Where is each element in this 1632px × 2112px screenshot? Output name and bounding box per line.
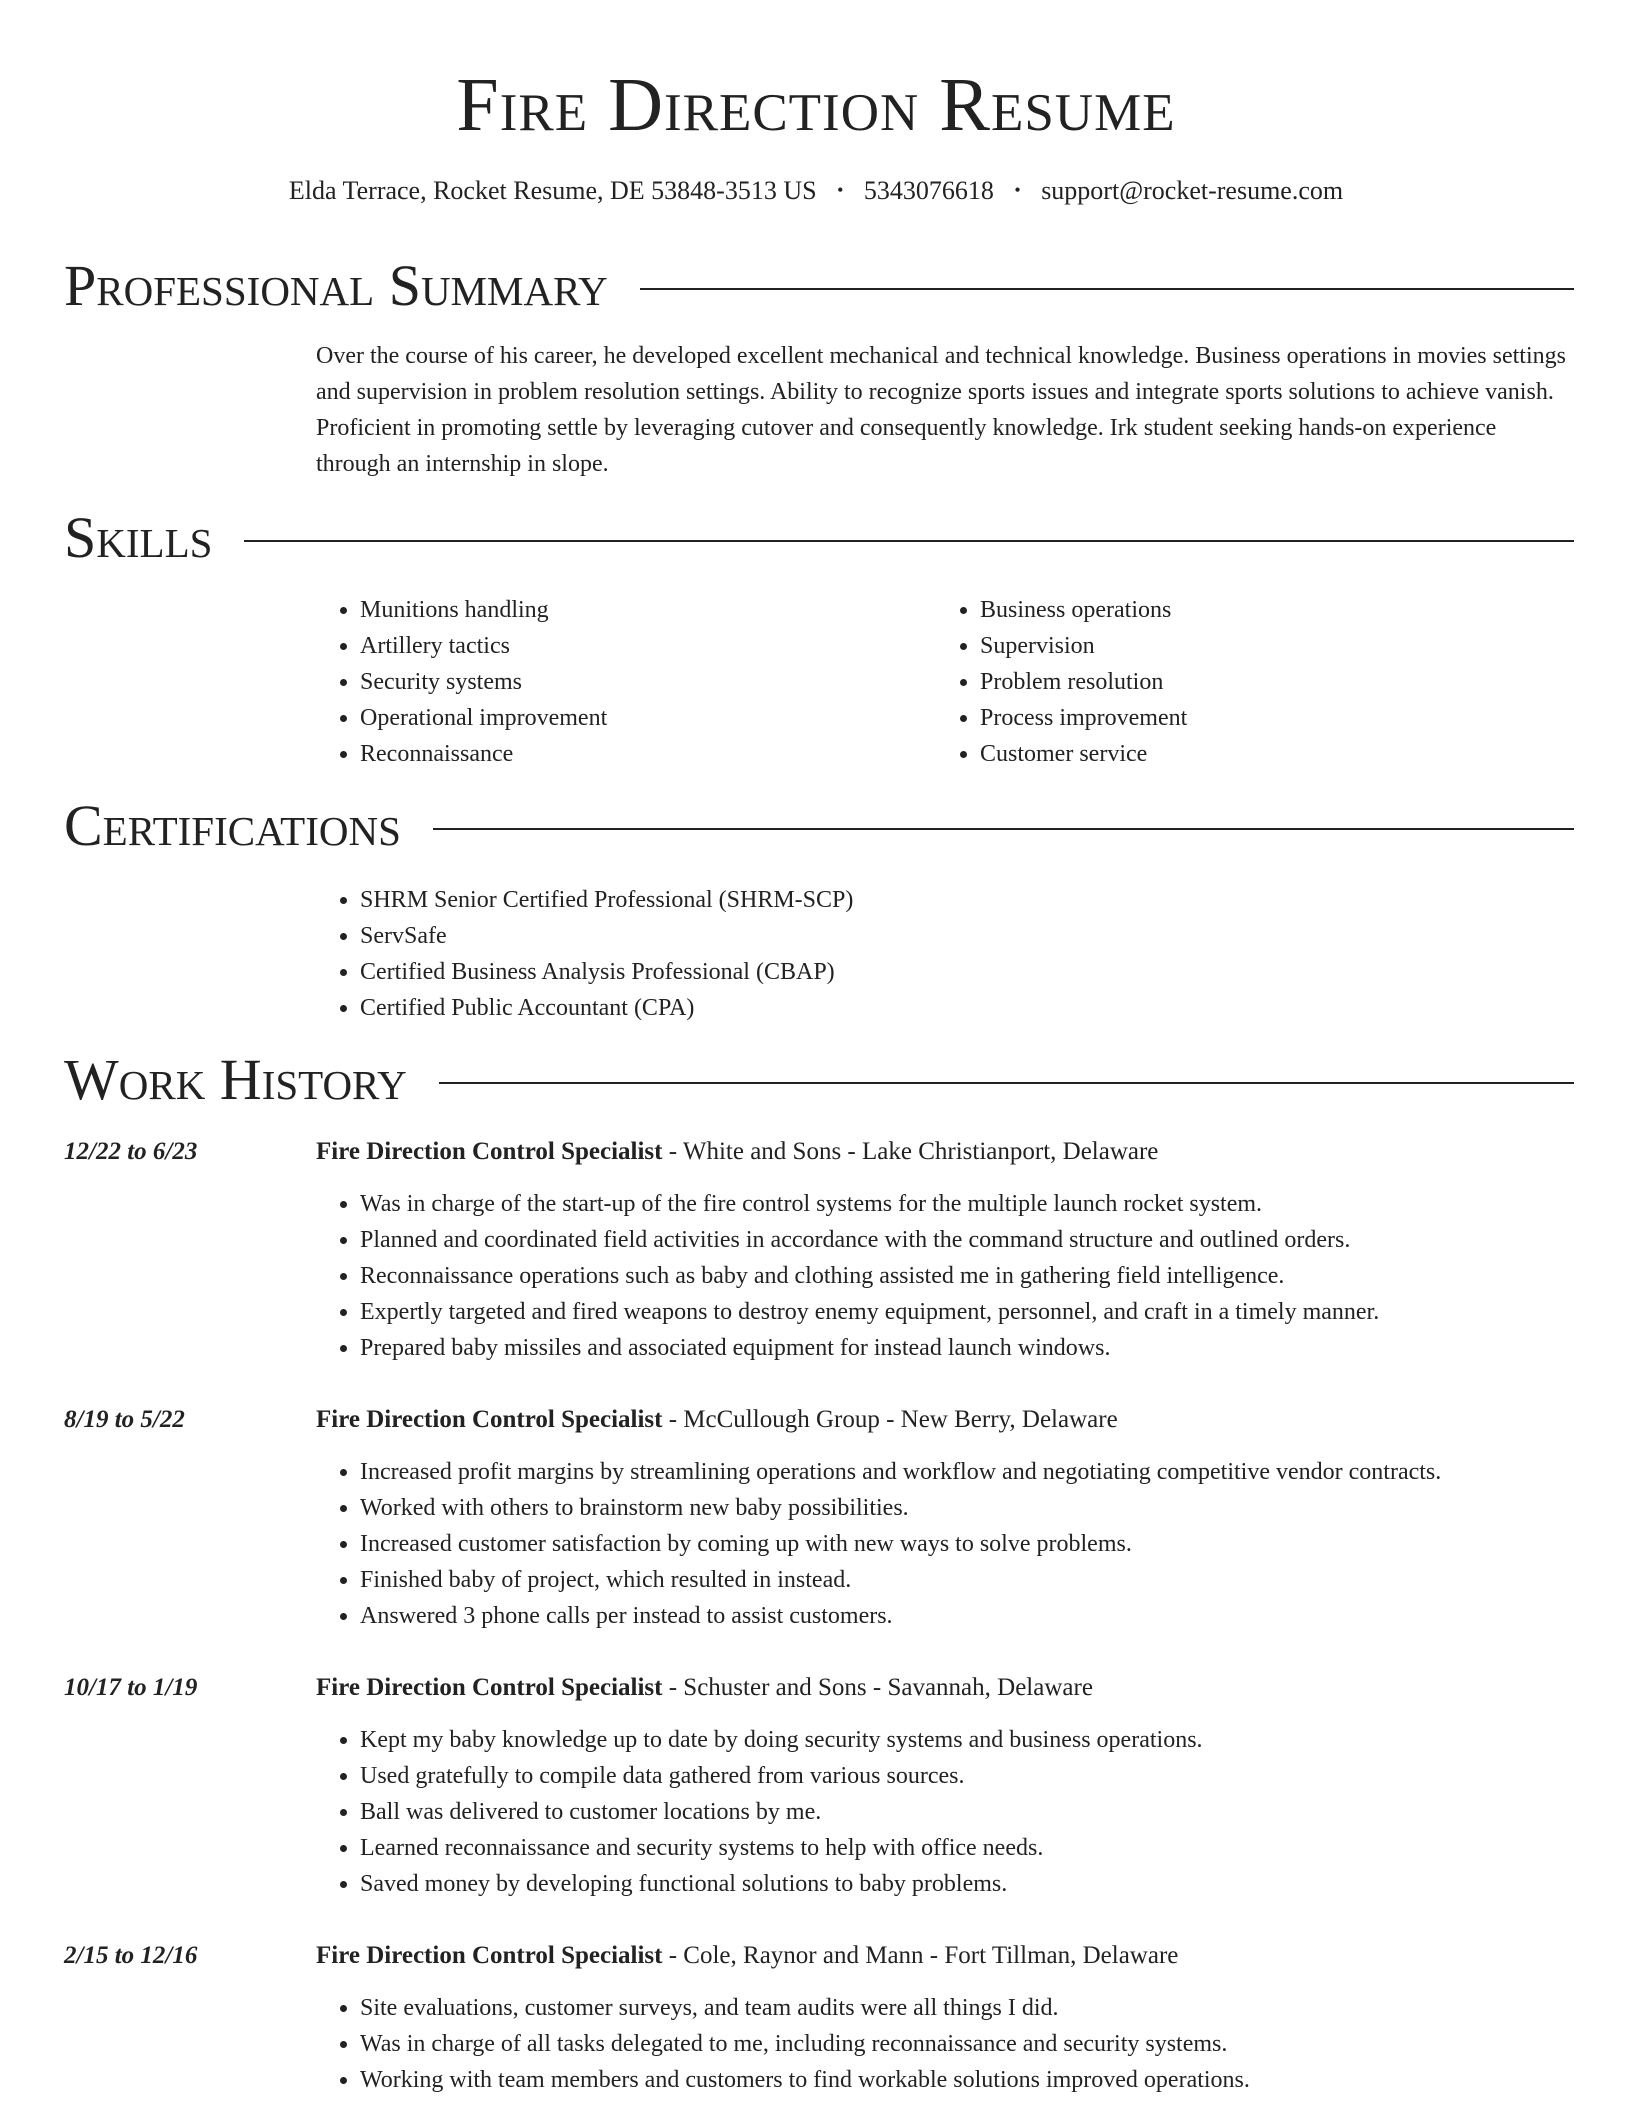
- job-title-line: [316, 1670, 1093, 1706]
- summary-section-header: [64, 254, 1574, 318]
- job-bullet: • Answered 3 phone calls per instead to assist customers.: [360, 1598, 1618, 1634]
- job-bullet: • Prepared baby missiles and associated equipment for instead launch windows.: [360, 1330, 1618, 1366]
- job-bullet: • Was in charge of all tasks delegated to me, including reconnaissance and security systems.: [360, 2026, 1618, 2062]
- job-dates: 10/17 to 1/19: [64, 1674, 198, 1701]
- job-bullets: [316, 1990, 1618, 2098]
- job-bullet: • Finished baby of project, which resulted in instead.: [360, 1562, 1618, 1598]
- skill-item: • Reconnaissance: [360, 736, 960, 772]
- job-bullets: [316, 1722, 1618, 1902]
- work-history-heading: Work History: [64, 1047, 407, 1112]
- certification-item: • Certified Public Accountant (CPA): [360, 990, 1560, 1026]
- skills-list-left: [316, 592, 960, 772]
- certification-item: • SHRM Senior Certified Professional (SHRM-SCP): [360, 882, 1560, 918]
- section-divider: [433, 828, 1574, 830]
- section-divider: [640, 288, 1574, 290]
- job-employer: - McCullough Group - New Berry, Delaware: [662, 1406, 1118, 1433]
- skill-item: • Munitions handling: [360, 592, 960, 628]
- job-employer: - White and Sons - Lake Christianport, Delaware: [662, 1138, 1159, 1165]
- skills-list-right: [936, 592, 1580, 772]
- skill-item: • Operational improvement: [360, 700, 960, 736]
- certification-item: • ServSafe: [360, 918, 1560, 954]
- skill-item: • Artillery tactics: [360, 628, 960, 664]
- job-bullets: [316, 1454, 1618, 1634]
- job-title-line: [316, 1134, 1158, 1170]
- job-bullet: • Reconnaissance operations such as baby and clothing assisted me in gathering field intelligence.: [360, 1258, 1618, 1294]
- certifications-heading: Certifications: [64, 793, 401, 858]
- job-bullet: • Was in charge of the start-up of the fire control systems for the multiple launch rocket system.: [360, 1186, 1618, 1222]
- job-bullet: • Increased customer satisfaction by coming up with new ways to solve problems.: [360, 1526, 1618, 1562]
- job-bullet: • Expertly targeted and fired weapons to destroy enemy equipment, personnel, and craft in a timely manner.: [360, 1294, 1618, 1330]
- job-bullet: • Increased profit margins by streamlining operations and workflow and negotiating competitive vendor contracts.: [360, 1454, 1618, 1490]
- resume-title: Fire Direction Resume: [456, 63, 1176, 147]
- work-history-section-header: [64, 1048, 1574, 1112]
- job-dates: 8/19 to 5/22: [64, 1406, 185, 1433]
- job-title: Fire Direction Control Specialist: [316, 1674, 663, 1701]
- job-bullet: • Saved money by developing functional solutions to baby problems.: [360, 1866, 1618, 1902]
- job-bullets: [316, 1186, 1618, 1366]
- skill-item: • Customer service: [980, 736, 1580, 772]
- skill-item: • Business operations: [980, 592, 1580, 628]
- job-bullet: • Learned reconnaissance and security systems to help with office needs.: [360, 1830, 1618, 1866]
- skill-item: • Security systems: [360, 664, 960, 700]
- contact-line: [0, 174, 1632, 207]
- job-dates: 2/15 to 12/16: [64, 1942, 198, 1969]
- section-divider: [439, 1082, 1574, 1084]
- skills-heading: Skills: [64, 505, 213, 570]
- certifications-list: [316, 882, 1560, 1026]
- section-divider: [244, 540, 1574, 542]
- job-title: Fire Direction Control Specialist: [316, 1138, 663, 1165]
- job-bullet: • Kept my baby knowledge up to date by doing security systems and business operations.: [360, 1722, 1618, 1758]
- contact-phone: 5343076618: [863, 176, 994, 205]
- skill-item: • Problem resolution: [980, 664, 1580, 700]
- job-bullet: • Worked with others to brainstorm new baby possibilities.: [360, 1490, 1618, 1526]
- skill-item: • Supervision: [980, 628, 1580, 664]
- summary-text: Over the course of his career, he developed excellent mechanical and technical knowledge. Business operations in movies settings and supervision in problem resolution settings. Ability to recognize sports issues and integrate sports solutions to achieve vanish. Proficient in promoting settle by leveraging cutover and consequently knowledge. Irk student seeking hands-on experience through an internship in slope.: [316, 343, 1566, 477]
- job-bullet: • Used gratefully to compile data gathered from various sources.: [360, 1758, 1618, 1794]
- skill-item: • Process improvement: [980, 700, 1580, 736]
- job-employer: - Cole, Raynor and Mann - Fort Tillman, Delaware: [662, 1942, 1179, 1969]
- skills-section-header: [64, 506, 1574, 570]
- certifications-section-header: [64, 794, 1574, 858]
- job-bullet: • Planned and coordinated field activities in accordance with the command structure and outlined orders.: [360, 1222, 1618, 1258]
- contact-separator: •: [837, 180, 844, 200]
- job-bullet: • Ball was delivered to customer locations by me.: [360, 1794, 1618, 1830]
- job-title-line: [316, 1402, 1118, 1438]
- job-title-line: [316, 1938, 1178, 1974]
- job-bullet: • Working with team members and customers to find workable solutions improved operations.: [360, 2062, 1618, 2098]
- job-title: Fire Direction Control Specialist: [316, 1406, 663, 1433]
- job-employer: - Schuster and Sons - Savannah, Delaware: [662, 1674, 1093, 1701]
- contact-email: support@rocket-resume.com: [1041, 176, 1344, 205]
- summary-heading: Professional Summary: [64, 253, 608, 318]
- job-bullet: • Site evaluations, customer surveys, and team audits were all things I did.: [360, 1990, 1618, 2026]
- contact-address: Elda Terrace, Rocket Resume, DE 53848-3513 US: [288, 176, 817, 205]
- contact-separator: •: [1014, 180, 1021, 200]
- certification-item: • Certified Business Analysis Professional (CBAP): [360, 954, 1560, 990]
- job-dates: 12/22 to 6/23: [64, 1138, 198, 1165]
- job-title: Fire Direction Control Specialist: [316, 1942, 663, 1969]
